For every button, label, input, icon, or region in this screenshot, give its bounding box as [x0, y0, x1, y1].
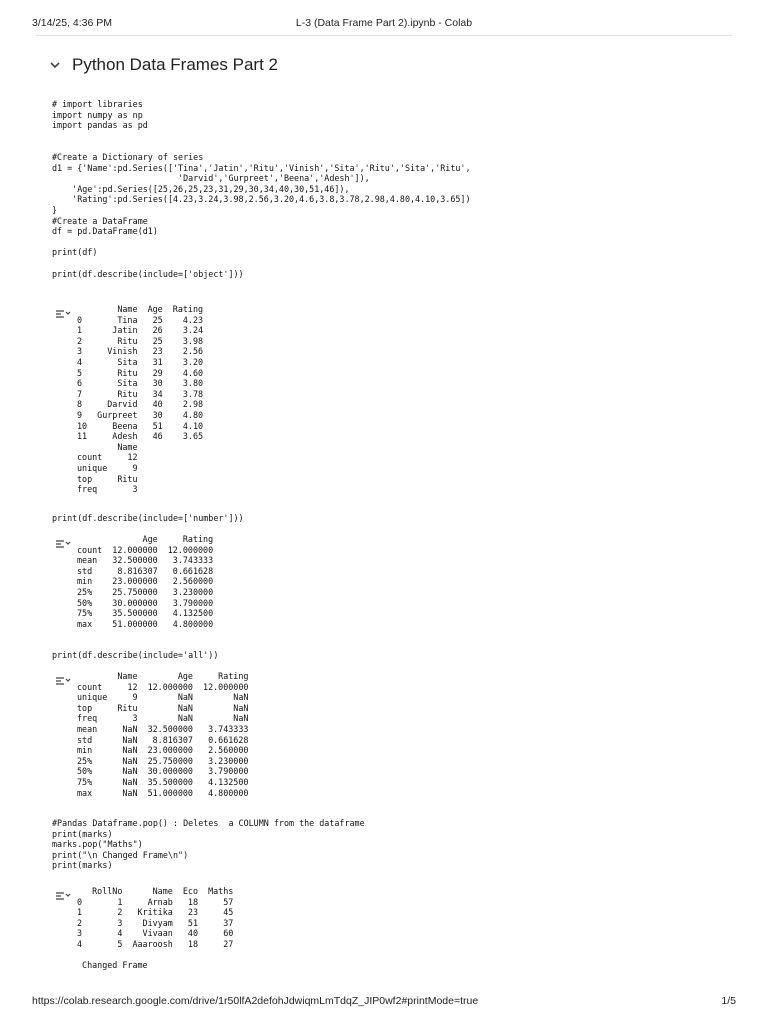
- section-header[interactable]: [48, 55, 278, 75]
- code-cell-describe-number[interactable]: print(df.describe(include=['number'])): [52, 513, 244, 523]
- page-number: 1/5: [721, 995, 736, 1007]
- print-datetime: 3/14/25, 4:36 PM: [32, 17, 112, 29]
- output-number-describe: Age Rating count 12.000000 12.000000 mean 32.500000 3.743333 std 8.816307 0.661628 min 23.000000 2.560000 25% 25.750000 3.230000 50% 30.000000 3.790000 75% 35.500000 4.132500 max 51.000000 4.800000: [77, 534, 214, 629]
- page-url: https://colab.research.google.com/drive/1r50lfA2defohJdwiqmLmTdqZ_JIP0wf2#printMode=true: [32, 995, 479, 1007]
- section-title: Python Data Frames Part 2: [72, 55, 278, 74]
- header-divider: [36, 35, 732, 36]
- output-dataframe-and-object-describe: Name Age Rating 0 Tina 25 4.23 1 Jatin 26 3.24 2 Ritu 25 3.98 3 Vinish 23 2.56 4 Sita 31 3.20 5 Ritu 29 4.60 6 Sita 30 3.80 7 Ritu 34 3.78 8 Darvid 40 2.98 9 Gurpreet 30 4.80 10 Beena 51 4.10 11 Adesh 46 3.65 Name count 12 unique 9 top Ritu freq 3: [77, 304, 204, 495]
- code-cell-describe-all[interactable]: print(df.describe(include='all')): [52, 650, 219, 660]
- code-cell-pop-column[interactable]: #Pandas Dataframe.pop() : Deletes a COLUMN from the dataframe print(marks) marks.pop("Maths") print("\n Changed Frame\n") print(marks): [52, 818, 365, 871]
- document-title: L-3 (Data Frame Part 2).ipynb - Colab: [295, 17, 473, 29]
- output-all-describe: Name Age Rating count 12 12.000000 12.000000 unique 9 NaN NaN top Ritu NaN NaN freq 3 NaN NaN mean NaN 32.500000 3.743333 std NaN 8.816307 0.661628 min NaN 23.000000 2.560000 25% NaN 25.750000 3.230000 50% NaN 30.000000 3.790000 75% NaN 35.500000 4.132500 max NaN 51.000000 4.800000: [77, 671, 249, 798]
- output-toggle-icon[interactable]: [55, 888, 71, 898]
- output-pop-result: RollNo Name Eco Maths 0 1 Arnab 18 57 1 2 Kritika 23 45 2 3 Divyam 51 37 3 4 Vivaan 40 60 4 5 Aaaroosh 18 27 Changed Frame: [77, 886, 234, 971]
- output-toggle-icon[interactable]: [55, 536, 71, 546]
- output-toggle-icon[interactable]: [55, 306, 71, 316]
- chevron-down-icon[interactable]: [48, 58, 62, 72]
- code-cell-imports-describe-object[interactable]: # import libraries import numpy as np import pandas as pd #Create a Dictionary of series d1 = {'Name':pd.Series(['Tina','Jatin','Ritu','Vinish','Sita','Ritu','Sita','Ritu', 'Darvid','Gurpreet','Beena','Adesh']), 'Age':pd.Series([25,26,25,23,31,29,30,34,40,30,51,46]), 'Rating':pd.Series([4.23,3.24,3.98,2.56,3.20,4.6,3.8,3.78,2.98,4.80,4.10,3.65]) } #Create a DataFrame df = pd.DataFrame(d1) print(df) print(df.describe(include=['object'])): [52, 99, 471, 279]
- output-toggle-icon[interactable]: [55, 673, 71, 683]
